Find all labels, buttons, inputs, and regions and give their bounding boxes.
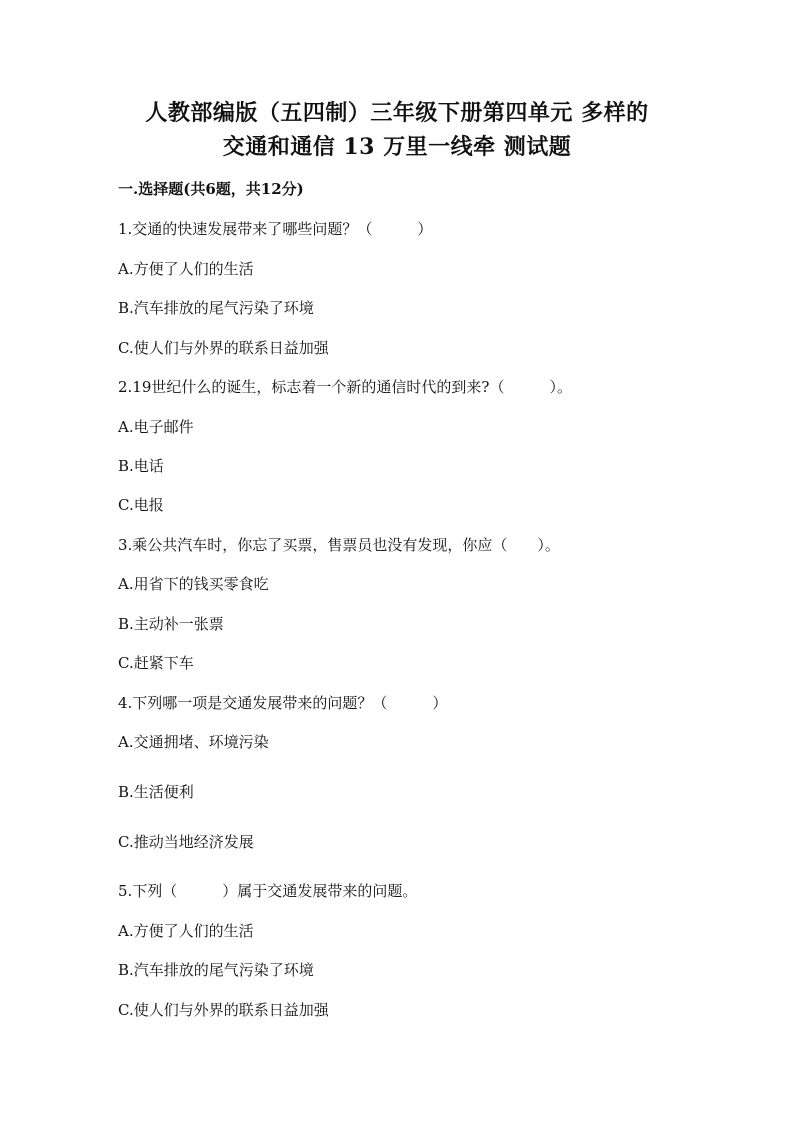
question-2-option-b: B.电话 bbox=[118, 457, 164, 475]
question-4-option-a: A.交通拥堵、环境污染 bbox=[118, 733, 269, 751]
question-4-stem: 4.下列哪一项是交通发展带来的问题？（ ） bbox=[118, 694, 448, 712]
document-title-line-1: 人教部编版（五四制）三年级下册第四单元 多样的 bbox=[145, 100, 649, 126]
question-5-stem: 5.下列（ ）属于交通发展带来的问题。 bbox=[118, 882, 418, 900]
question-1-stem: 1.交通的快速发展带来了哪些问题？（ ） bbox=[118, 220, 433, 238]
question-3-stem: 3.乘公共汽车时，你忘了买票，售票员也没有发现，你应（ ）。 bbox=[118, 536, 560, 554]
section-heading: 一.选择题(共6题，共12分) bbox=[118, 180, 304, 198]
question-1-option-a: A.方便了人们的生活 bbox=[118, 260, 254, 278]
question-2-stem: 2.19世纪什么的诞生，标志着一个新的通信时代的到来?（ ）。 bbox=[118, 378, 572, 396]
question-5-option-b: B.汽车排放的尾气污染了环境 bbox=[118, 961, 314, 979]
question-3-option-a: A.用省下的钱买零食吃 bbox=[118, 575, 269, 593]
question-5-option-c: C.使人们与外界的联系日益加强 bbox=[118, 1001, 329, 1019]
question-3-option-b: B.主动补一张票 bbox=[118, 615, 224, 633]
question-1-option-c: C.使人们与外界的联系日益加强 bbox=[118, 339, 329, 357]
question-5-option-a: A.方便了人们的生活 bbox=[118, 922, 254, 940]
question-4-option-c: C.推动当地经济发展 bbox=[118, 833, 254, 851]
question-2-option-c: C.电报 bbox=[118, 496, 164, 514]
document-title-line-2: 交通和通信 13 万里一线牵 测试题 bbox=[222, 134, 572, 160]
question-3-option-c: C.赶紧下车 bbox=[118, 654, 194, 672]
question-1-option-b: B.汽车排放的尾气污染了环境 bbox=[118, 299, 314, 317]
question-2-option-a: A.电子邮件 bbox=[118, 418, 194, 436]
question-4-option-b: B.生活便利 bbox=[118, 783, 194, 801]
